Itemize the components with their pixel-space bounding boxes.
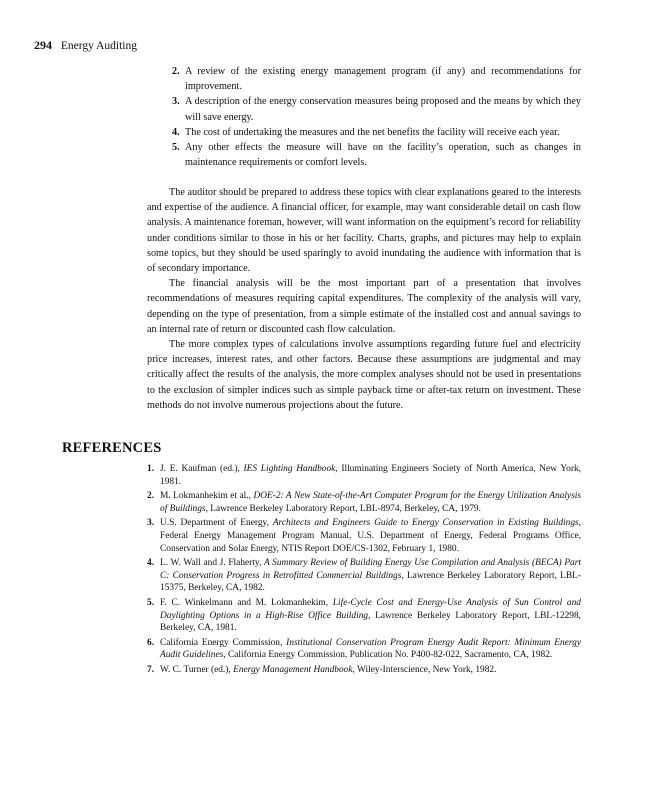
reference-title: A Summary Review of Building Energy Use Compilation and Analysis (BECA) Part C: Conservation Progress in Retrofitted Commercial Buildings, [160,558,581,581]
reference-publisher: Lawrence Berkeley Laboratory Report, LBL-12298, Berkeley, CA, 1981. [160,610,581,634]
reference-item [147,637,581,662]
page-number: 294 [34,38,52,52]
list-item [172,140,581,170]
reference-title: Energy Management Handbook, [233,664,355,675]
reference-authors: U.S. Department of Energy, [160,518,273,529]
reference-authors: F. C. Winkelmann and M. Lokmanhekim, [160,597,333,608]
reference-number: 4. [147,558,155,569]
numbered-list [172,64,581,170]
reference-title: DOE-2: A New State-of-the-Art Computer Program for the Energy Utilization Analysis of Buildings, [160,491,581,514]
reference-item [147,597,581,635]
reference-title: Institutional Conservation Program Energy Audit Report: Minimum Energy Audit Guidelines, [160,637,581,661]
list-item [172,94,581,124]
reference-authors: W. C. Turner (ed.), [160,664,234,675]
reference-publisher: Lawrence Berkeley Laboratory Report, LBL-8974, Berkeley, CA, 1979. [207,503,481,514]
paragraph: The more complex types of calculations involve assumptions regarding future fuel and electricity price increases, interest rates, and other factors. Because these assumptions are judgmental and may critically affect the results of the analysis, the more complex analyses should not be used in presentations to the exclusion of simpler indices such as simple payback time or after-tax return on investment. These methods do not involve numerous projections about the future. [147,339,581,411]
reference-publisher: Illuminating Engineers Society of North America, New York, 1981. [160,464,582,487]
reference-publisher: Wiley-Interscience, New York, 1982. [354,664,497,675]
list-item [172,64,581,94]
body-text [147,185,581,413]
list-item-number: 3. [172,96,180,108]
paragraph: The auditor should be prepared to address these topics with clear explanations geared to the interests and expertise of the audience. A financial officer, for example, may want considerable detail on cash flow analysis. A maintenance foreman, however, will want information on the equipment’s record for reliability under conditions similar to those in his or her facility. Charts, graphs, and pictures may help to explain some topics, but they should be used sparingly to avoid inundating the audience with information that is of secondary importance. [147,187,581,275]
list-item-text: Any other effects the measure will have on the facility’s operation, such as changes in maintenance requirements or comfort levels. [185,142,581,169]
reference-item [147,517,581,555]
reference-number: 7. [147,664,155,675]
reference-title: IES Lighting Handbook, [243,464,338,474]
references-heading: REFERENCES [62,440,162,456]
reference-authors: California Energy Commission, [160,637,287,648]
reference-number: 1. [147,464,155,474]
reference-item [147,463,581,488]
reference-item [147,557,581,595]
list-item-text: The cost of undertaking the measures and the net benefits the facility will receive each year. [185,126,560,138]
reference-publisher: Lawrence Berkeley Laboratory Report, LBL-15375, Berkeley, CA, 1982. [160,570,581,594]
reference-authors: M. Lokmanhekim et al., [160,491,254,502]
list-item [172,125,581,140]
running-title: Energy Auditing [60,40,138,52]
running-header [34,38,137,53]
reference-item [147,490,581,515]
reference-title: Life-Cycle Cost and Energy-Use Analysis of Sun Control and Daylighting Options in a High-Rise Office Building, [160,597,581,621]
list-item-text: A review of the existing energy management program (if any) and recommendations for improvement. [185,66,581,93]
reference-publisher: California Energy Commission, Publication No. P400-82-022, Sacramento, CA, 1982. [225,650,553,661]
reference-number: 3. [147,518,155,529]
list-item-number: 2. [172,66,180,77]
reference-publisher: Federal Energy Management Program Manual, U.S. Department of Energy, Federal Programs Office, Conservation and Solar Energy, NTIS Report DOE/CS-1302, February 1, 1980. [160,530,581,554]
reference-authors: L. W. Wall and J. Flaherty, [160,558,264,569]
reference-number: 6. [147,637,155,648]
reference-item [147,664,581,677]
reference-authors: J. E. Kaufman (ed.), [160,464,244,474]
reference-title: Architects and Engineers Guide to Energy Conservation in Existing Buildings, [272,518,582,529]
list-item-number: 4. [172,126,180,138]
reference-number: 5. [147,597,155,608]
list-item-text: A description of the energy conservation measures being proposed and the means by which they will save energy. [185,96,581,123]
reference-number: 2. [147,491,155,502]
paragraph: The financial analysis will be the most important part of a presentation that involves recommendations of measures requiring capital expenditures. The complexity of the analysis will vary, depending on the type of presentation, from a simple estimate of the installed cost and annual savings to an internal rate of return or discounted cash flow calculation. [147,278,581,335]
list-item-number: 5. [172,142,180,154]
references-list [147,463,581,679]
